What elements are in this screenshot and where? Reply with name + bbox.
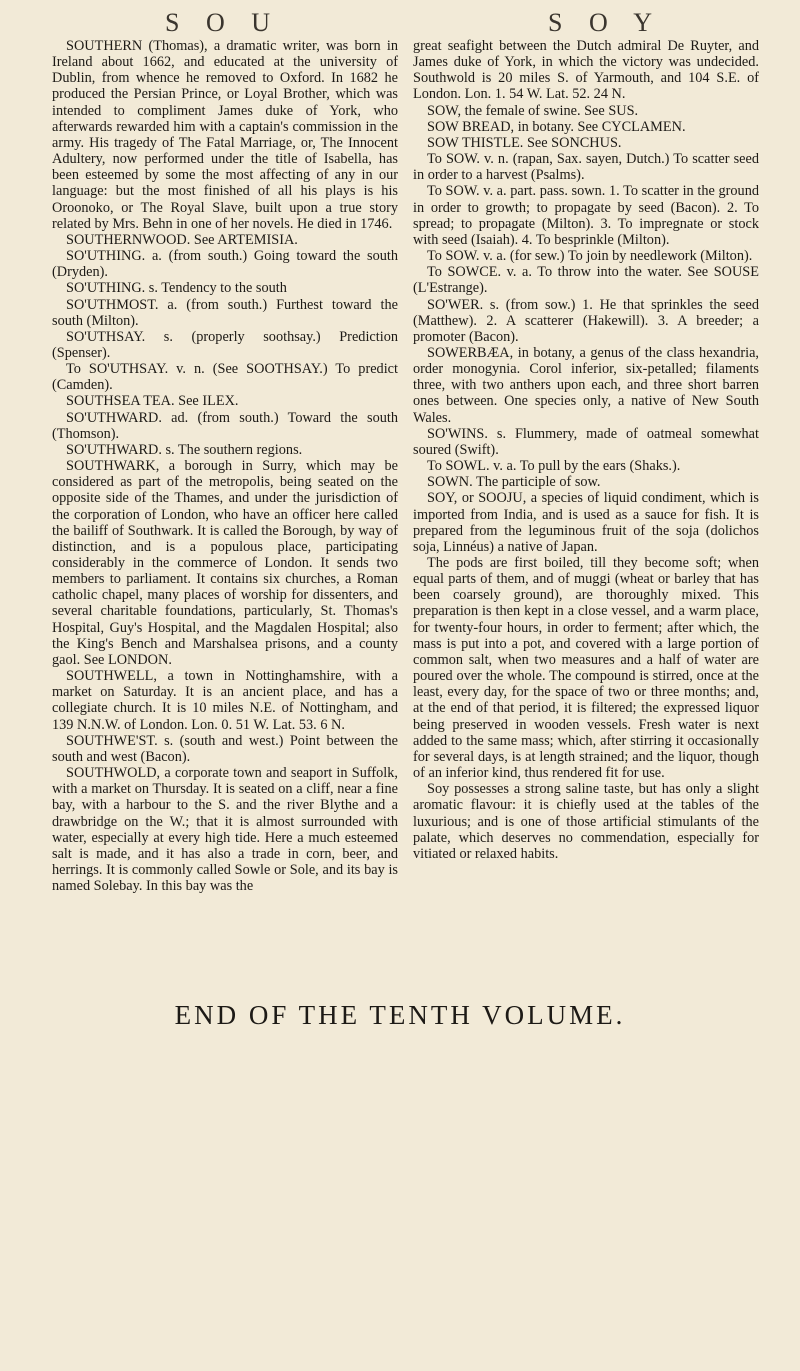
entry-sowins: SO'WINS. s. Flummery, made of oatmeal somewhat soured (Swift). — [413, 425, 759, 458]
entry-southsay-verb: To SO'UTHSAY. v. n. (See SOOTHSAY.) To predict (Camden). — [52, 361, 398, 394]
entry-soy-preparation: The pods are first boiled, till they become soft; when equal parts of them, and of muggi (wheat or barley that has been coarsely ground), are thoroughly mixed. This preparation is then kept in a close vessel, and a warm place, for twenty-four hours, in order to ferment; after which, the mass is put into a pot, and covered with a large portion of common salt, when two measures and a half of water are poured over the whole. The compound is stirred, once at the least, every day, for the space of two or three months; and, at the end of that period, it is filtered; the expressed liquor being preserved in wooden vessels. Fresh water is next added to the same mass; which, after stirring it occasionally for several days, is at length strained; and the liquor, though of an inferior kind, thus rendered fit for use. — [413, 555, 759, 782]
entry-southwark: SOUTHWARK, a borough in Surry, which may be considered as part of the metropolis, being seated on the opposite side of the Thames, and under the jurisdiction of the corporation of London, who have an officer here called the bailiff of Southwark. It is called the Borough, by way of distinction, and is a populous place, participating considerably in the commerce of London. It sends two members to parliament. It contains six churches, a Roman catholic chapel, many places of worship for dissenters, and several charitable foundations, particularly, St. Thomas's Hospital, Guy's Hospital, and the Magdalen Hospital; also the King's Bench and Marshalsea prisons, and a county gaol. See LONDON. — [52, 458, 398, 668]
entry-southwold: SOUTHWOLD, a corporate town and seaport in Suffolk, with a market on Thursday. It is seated on a cliff, near a fine bay, with a harbour to the S. and the river Blythe and a drawbridge on the W.; that it is almost surrounded with water, especially at every high tide. Here a much esteemed salt is made, and it has also a trade in corn, beer, and herrings. It is commonly called Sowle or Sole, and its bay is named Solebay. In this bay was the — [52, 765, 398, 895]
entry-sow-thistle: SOW THISTLE. See SONCHUS. — [427, 134, 622, 151]
entry-soy-taste: Soy possesses a strong saline taste, but has only a slight aromatic flavour: it is chiefly used at the tables of the luxurious; and is one of those artificial stimulants of the palate, which deserves no commendation, especially for vitiated or relaxed habits. — [413, 781, 759, 862]
entry-sowerbaea: SOWERBÆA, in botany, a genus of the class hexandria, order monogynia. Corol inferior, six-petalled; filaments three, with two anthers upon each, and three short barren ones between. One species only, a native of New South Wales. — [413, 344, 759, 426]
entry-southward-adv: SO'UTHWARD. ad. (from south.) Toward the south (Thomson). — [52, 409, 398, 442]
left-column — [52, 38, 398, 894]
entry-southmost: SO'UTHMOST. a. (from south.) Furthest toward the south (Milton). — [52, 296, 398, 329]
running-header-right: S O Y — [548, 8, 663, 37]
entry-southwell: SOUTHWELL, a town in Nottinghamshire, with a market on Saturday. It is an ancient place, and has a collegiate church. It is 10 miles N.E. of Nottingham, and 139 N.N.W. of London. Lon. 0. 51 W. Lat. 53. 6 N. — [52, 668, 398, 733]
entry-southing-adj: SO'UTHING. a. (from south.) Going toward the south (Dryden). — [52, 248, 398, 281]
entry-sowce: To SOWCE. v. a. To throw into the water. See SOUSE (L'Estrange). — [413, 264, 759, 297]
entry-sow-verb-active: To SOW. v. a. part. pass. sown. 1. To scatter in the ground in order to growth; to propagate by seed (Bacon). 2. To spread; to propagate (Milton). 3. To impregnate or stock with seed (Isaiah). 4. To besprinkle (Milton). — [413, 183, 759, 248]
running-header-left: S O U — [165, 8, 281, 37]
entry-southwold-continued: great seafight between the Dutch admiral De Ruyter, and James duke of York, in which the victory was undecided. Southwold is 20 miles S. of Yarmouth, and 104 S.E. of London. Lon. 1. 54 W. Lat. 52. 24 N. — [413, 38, 759, 103]
entry-sow-bread: SOW BREAD, in botany. See CYCLAMEN. — [427, 118, 686, 135]
entry-sower: SO'WER. s. (from sow.) 1. He that sprinkles the seed (Matthew). 2. A scatterer (Hakewill). 3. A breeder; a promoter (Bacon). — [413, 296, 759, 345]
entry-southwest: SOUTHWE'ST. s. (south and west.) Point between the south and west (Bacon). — [52, 732, 398, 765]
entry-southernwood: SOUTHERNWOOD. See ARTEMISIA. — [66, 231, 298, 248]
entry-sow-sew: To SOW. v. a. (for sew.) To join by needlework (Milton). — [427, 248, 753, 265]
entry-sown: SOWN. The participle of sow. — [427, 474, 601, 491]
entry-sow-verb-neuter: To SOW. v. n. (rapan, Sax. sayen, Dutch.) To scatter seed in order to a harvest (Psalms). — [413, 151, 759, 184]
entry-sow-noun: SOW, the female of swine. See SUS. — [427, 102, 639, 119]
entry-sowl: To SOWL. v. a. To pull by the ears (Shaks.). — [427, 458, 681, 475]
entry-soy: SOY, or SOOJU, a species of liquid condiment, which is imported from India, and is used as a sauce for fish. It is prepared from the leguminous fruit of the soja (dolichos soja, Linnéus) a native of Japan. — [413, 490, 759, 555]
right-column — [413, 38, 759, 862]
end-of-volume-footer: END OF THE TENTH VOLUME. — [174, 1000, 626, 1030]
entry-southsea-tea: SOUTHSEA TEA. See ILEX. — [66, 393, 239, 410]
entry-southing-noun: SO'UTHING. s. Tendency to the south — [66, 280, 287, 297]
entry-southsay-noun: SO'UTHSAY. s. (properly soothsay.) Prediction (Spenser). — [52, 328, 398, 361]
entry-southern: SOUTHERN (Thomas), a dramatic writer, was born in Ireland about 1662, and educated at the university of Dublin, from whence he removed to Oxford. In 1682 he produced the Persian Prince, or Loyal Brother, which was intended to compliment James duke of York, who afterwards rewarded him with a captain's commission in the army. His tragedy of The Fatal Marriage, or, The Innocent Adultery, now performed under the title of Isabella, has been esteemed by some the most affecting of any in our language: but the most finished of all his plays is his Oroonoko, or The Royal Slave, built upon a true story related by Mrs. Behn in one of her novels. He died in 1746. — [52, 38, 398, 232]
entry-southward-noun: SO'UTHWARD. s. The southern regions. — [66, 441, 303, 458]
